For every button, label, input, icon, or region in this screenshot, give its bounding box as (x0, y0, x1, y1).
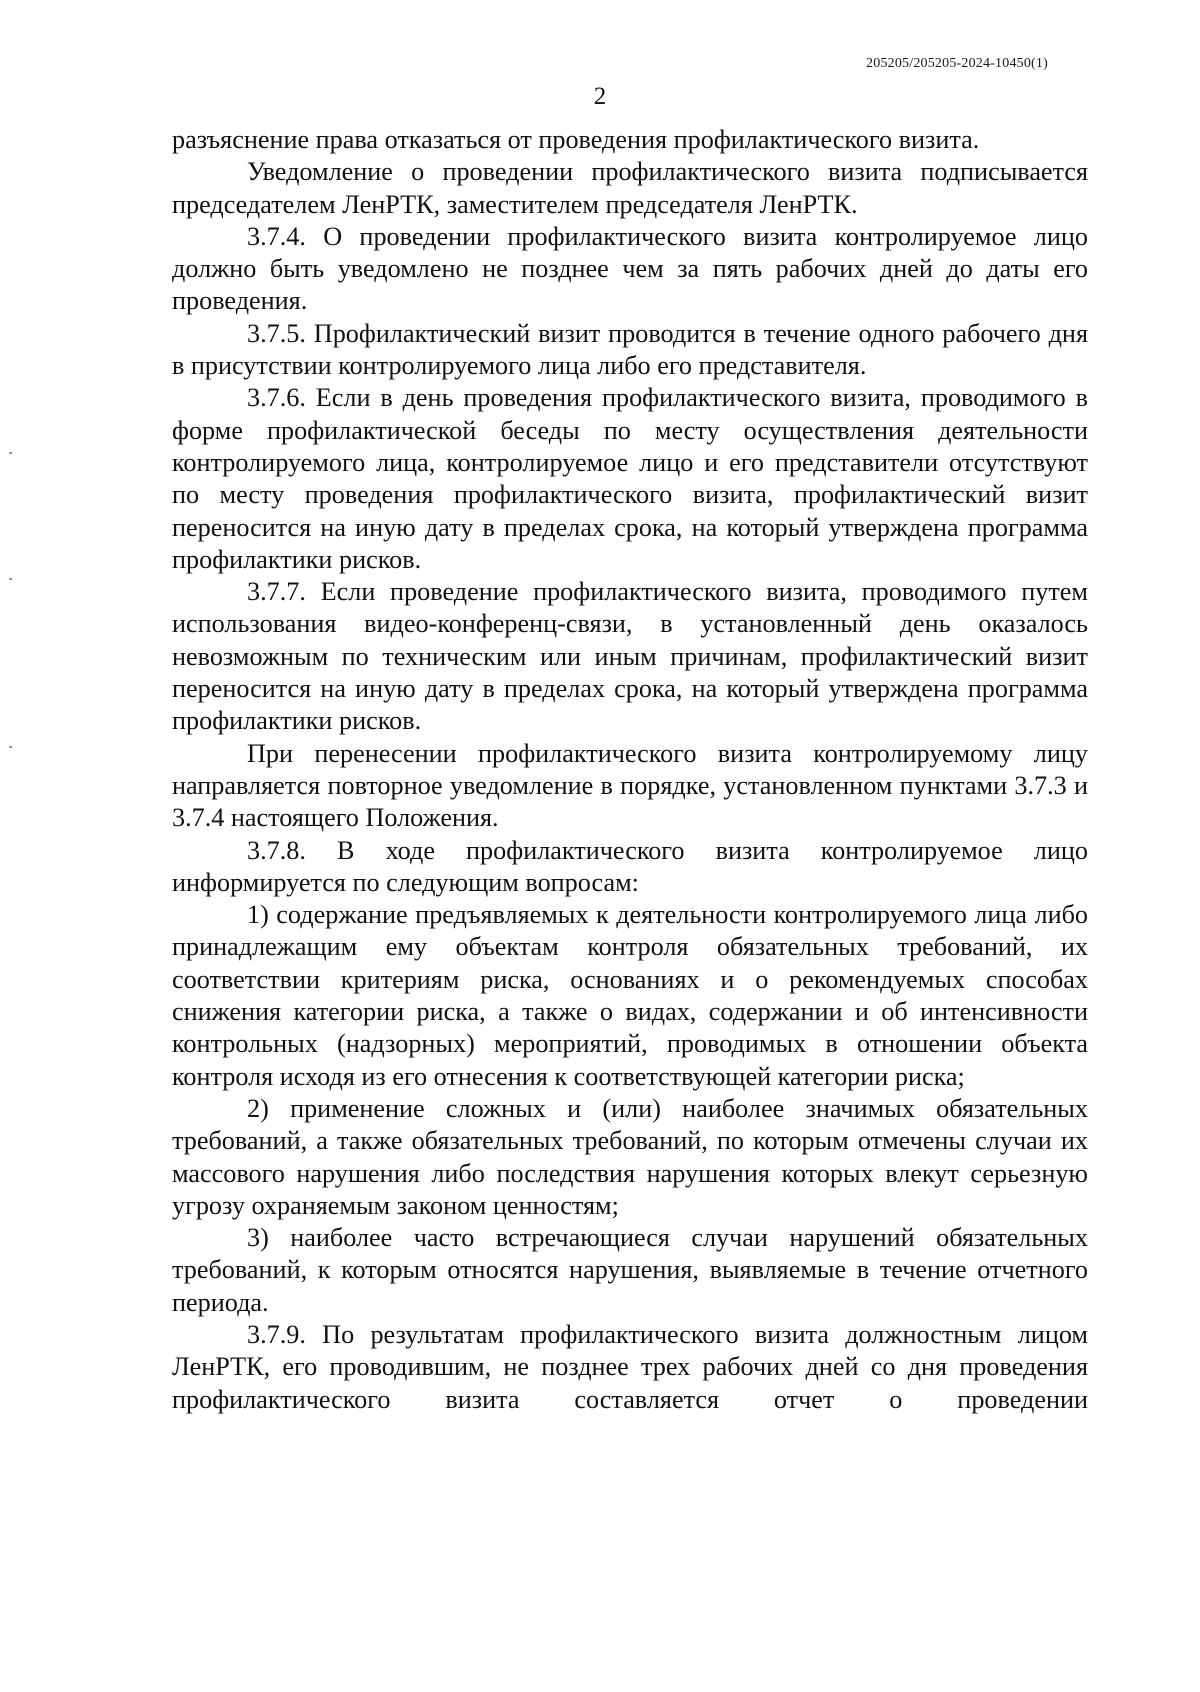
paragraph: При перенесении профилактического визита контролируемому лицу направляется повторное уведомление в порядке, установленном пунктами 3.7.3 и 3.7.4 настоящего Положения. (172, 738, 1088, 833)
list-item: 3) наиболее часто встречающиеся случаи нарушений обязательных требований, к которым относятся нарушения, выявляемые в течение отчетного периода. (172, 1223, 1088, 1317)
paragraph: 3.7.9. По результатам профилактического визита должностным лицом ЛенРТК, его проводившим, не позднее трех рабочих дней со дня проведения профилактического визита составляется отчет о проведении (172, 1319, 1088, 1414)
list-item: 2) применение сложных и (или) наиболее значимых обязательных требований, а также обязательных требований, по которым отмечены случаи их массового нарушения либо последствия нарушения которых влекут серьезную угрозу охраняемым законом ценностям; (172, 1093, 1088, 1220)
document-body (172, 124, 1088, 1416)
scan-edge-mark (9, 746, 12, 748)
document-registration-number: 205205/205205-2024-10450(1) (866, 56, 1048, 71)
paragraph: 3.7.5. Профилактический визит проводится в течение одного рабочего дня в присутствии контролируемого лица либо его представителя. (172, 318, 1088, 381)
paragraph: 3.7.4. О проведении профилактического визита контролируемое лицо должно быть уведомлено не позднее чем за пять рабочих дней до даты его проведения. (172, 221, 1088, 316)
paragraph: 3.7.6. Если в день проведения профилактического визита, проводимого в форме профилактической беседы по месту осуществления деятельности контролируемого лица, контролируемое лицо и его представители отсутствуют по месту проведения профилактического визита, профилактический визит переносится на иную дату в пределах срока, на который утверждена программа профилактики рисков. (172, 383, 1088, 574)
scan-edge-mark (9, 578, 12, 580)
paragraph: 3.7.8. В ходе профилактического визита контролируемое лицо информируется по следующим вопросам: (172, 835, 1088, 897)
paragraph: Уведомление о проведении профилактического визита подписывается председателем ЛенРТК, заместителем председателя ЛенРТК. (172, 157, 1088, 219)
page-number: 2 (593, 83, 607, 110)
list-item: 1) содержание предъявляемых к деятельности контролируемого лица либо принадлежащим ему объектам контроля обязательных требований, их соответствии критериям риска, основаниях и о рекомендуемых способах снижения категории риска, а также о видах, содержании и об интенсивности контрольных (надзорных) мероприятий, проводимых в отношении объекта контроля исходя из его отнесения к соответствующей категории риска; (172, 900, 1088, 1091)
paragraph: разъяснение права отказаться от проведения профилактического визита. (172, 125, 980, 154)
paragraph: 3.7.7. Если проведение профилактического визита, проводимого путем использования видео-конференц-связи, в установленный день оказалось невозможным по техническим или иным причинам, профилактический визит переносится на иную дату в пределах срока, на который утверждена программа профилактики рисков. (172, 577, 1088, 736)
scan-edge-mark (9, 452, 12, 454)
